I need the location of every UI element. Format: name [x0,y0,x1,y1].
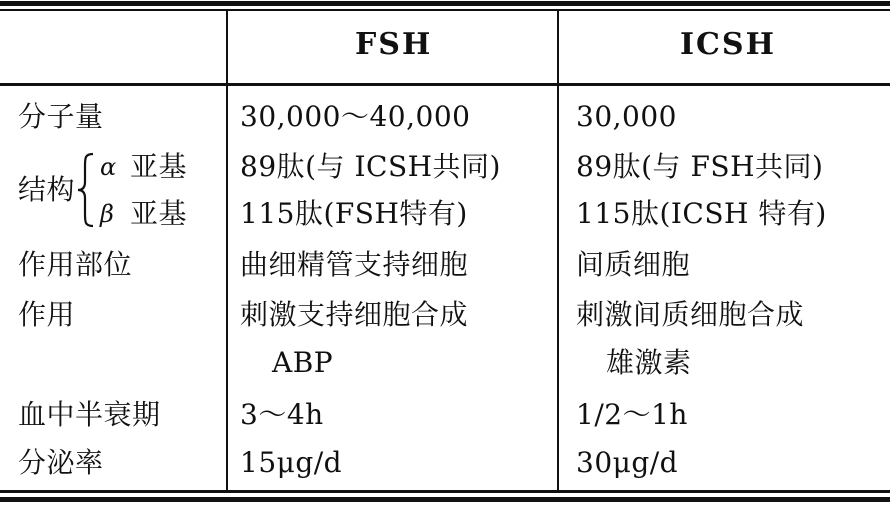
beta-symbol: β [100,200,115,228]
column-divider-1 [226,11,228,490]
fsh-secretion-rate: 15μg/d [240,446,343,479]
fsh-function-cont: ABP [272,346,334,379]
bottom-rule-thick [0,497,890,502]
alpha-symbol: α [100,153,117,181]
column-divider-2 [557,11,559,490]
header-fsh: FSH [355,27,433,62]
row-label-molecular-weight: 分子量 [18,100,104,133]
row-label-structure: 结构 [18,173,76,206]
icsh-secretion-rate: 30μg/d [576,446,679,479]
icsh-alpha-subunit: 89肽(与 FSH共同) [576,150,824,183]
fsh-function: 刺激支持细胞合成 [240,298,469,331]
top-rule-thick [0,1,890,6]
fsh-half-life: 3～4h [240,398,324,431]
icsh-molecular-weight: 30,000 [576,100,677,133]
row-label-secretion-rate: 分泌率 [18,446,104,479]
fsh-molecular-weight: 30,000～40,000 [240,100,471,133]
header-icsh: ICSH [680,27,776,62]
fsh-beta-subunit: 115肽(FSH特有) [240,197,468,230]
beta-subunit-label: 亚基 [130,197,188,230]
bottom-rule-thin [0,490,890,493]
icsh-beta-subunit: 115肽(ICSH 特有) [576,197,827,230]
fsh-alpha-subunit: 89肽(与 ICSH共同) [240,150,501,183]
curly-brace [76,152,96,228]
top-rule-thin [0,9,890,11]
icsh-half-life: 1/2～1h [576,398,688,431]
fsh-target-site: 曲细精管支持细胞 [240,248,469,281]
icsh-function-cont: 雄激素 [606,346,692,379]
row-label-function: 作用 [18,298,76,331]
icsh-target-site: 间质细胞 [576,248,691,281]
alpha-subunit-label: 亚基 [130,150,188,183]
row-label-half-life: 血中半衰期 [18,398,161,431]
row-label-target-site: 作用部位 [18,248,133,281]
header-rule [0,83,890,86]
icsh-function: 刺激间质细胞合成 [576,298,805,331]
